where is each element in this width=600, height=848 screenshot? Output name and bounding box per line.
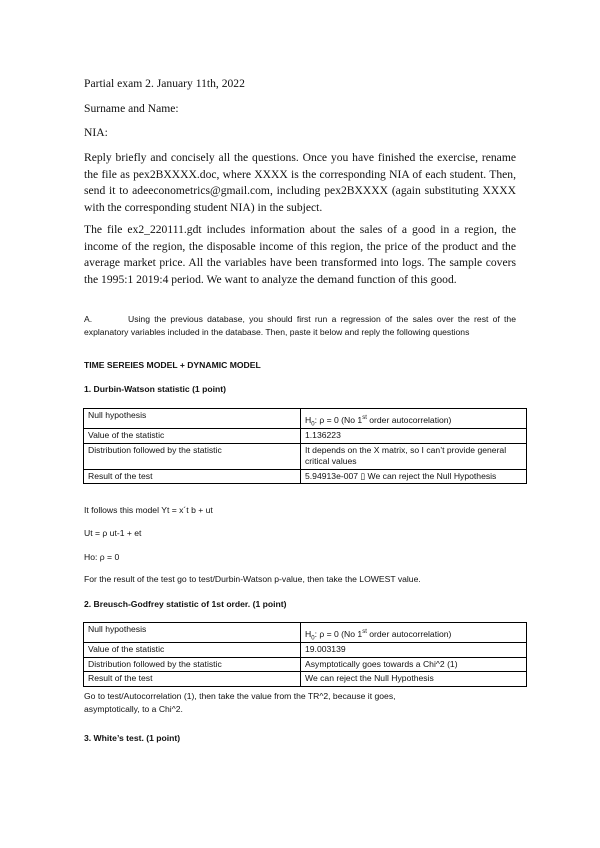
table-cell: It depends on the X matrix, so I can’t provide general critical values bbox=[301, 443, 527, 469]
table-cell: $H_0$: ρ = 0 (No 1st order autocorrelation) bbox=[301, 623, 527, 643]
nia-label: NIA: bbox=[84, 126, 108, 139]
table-cell: Result of the test bbox=[84, 469, 301, 484]
section-a-label: A. bbox=[84, 314, 93, 324]
table-cell: Value of the statistic bbox=[84, 429, 301, 444]
table-cell: Distribution followed by the statistic bbox=[84, 443, 301, 469]
q1-note-instruction: For the result of the test go to test/Durbin-Watson p-value, then take the LOWEST value. bbox=[84, 574, 421, 584]
table-cell: Distribution followed by the statistic bbox=[84, 657, 301, 672]
table-row bbox=[84, 623, 527, 643]
exam-title: Partial exam 2. January 11th, 2022 bbox=[84, 77, 245, 90]
table-cell: Result of the test bbox=[84, 672, 301, 687]
table-cell: $H_0$: ρ = 0 (No 1st order autocorrelation) bbox=[301, 409, 527, 429]
q2-note: Go to test/Autocorrelation (1), then take the value from the TR^2, because it goes, asymptotically, to a Chi^2. bbox=[84, 691, 396, 714]
table-cell: We can reject the Null Hypothesis bbox=[301, 672, 527, 687]
instructions-paragraph: Reply briefly and concisely all the questions. Once you have finished the exercise, rename the file as pex2BXXXX.doc, where XXXX is the corresponding NIA of each student. Then, send it to adeeconometrics@gmail.com, including pex2BXXXX (again substituting XXXX with the corresponding student NIA) in the subject. bbox=[84, 151, 516, 214]
table-row bbox=[84, 672, 527, 687]
table-row bbox=[84, 443, 527, 469]
table-row bbox=[84, 657, 527, 672]
table-cell: Asymptotically goes towards a Chi^2 (1) bbox=[301, 657, 527, 672]
table-cell: 19.003139 bbox=[301, 643, 527, 658]
table-row bbox=[84, 409, 527, 429]
table-cell: 5.94913e-007 ▯ We can reject the Null Hypothesis bbox=[301, 469, 527, 484]
table-row bbox=[84, 469, 527, 484]
data-description-paragraph: The file ex2_220111.gdt includes information about the sales of a good in a region, the income of the region, the disposable income of this region, the price of the product and the average market price. All the variables have been transformed into logs. The sample covers the 1995:1 2019:4 period. We want to analyze the demand function of this good. bbox=[84, 223, 516, 286]
model-heading: TIME SEREIES MODEL + DYNAMIC MODEL bbox=[84, 360, 261, 370]
section-a-text: Using the previous database, you should first run a regression of the sales over the rest of the explanatory variables included in the database. Then, paste it below and reply the following questions bbox=[84, 314, 516, 337]
q1-note-hypothesis: Ho: ρ = 0 bbox=[84, 552, 120, 562]
durbin-watson-table bbox=[83, 408, 527, 484]
table-cell: Null hypothesis bbox=[84, 623, 301, 643]
table-cell: Null hypothesis bbox=[84, 409, 301, 429]
table-row bbox=[84, 429, 527, 444]
table-cell: Value of the statistic bbox=[84, 643, 301, 658]
q1-heading: 1. Durbin-Watson statistic (1 point) bbox=[84, 384, 226, 394]
breusch-godfrey-table bbox=[83, 622, 527, 687]
table-cell: 1.136223 bbox=[301, 429, 527, 444]
q3-heading: 3. White’s test. (1 point) bbox=[84, 733, 181, 743]
q1-note-model: It follows this model Yt = x´t b + ut bbox=[84, 505, 213, 515]
table-row bbox=[84, 643, 527, 658]
name-label: Surname and Name: bbox=[84, 102, 179, 115]
q1-note-error: Ut = ρ ut-1 + et bbox=[84, 528, 142, 538]
q2-heading: 2. Breusch-Godfrey statistic of 1st order. (1 point) bbox=[84, 599, 287, 609]
